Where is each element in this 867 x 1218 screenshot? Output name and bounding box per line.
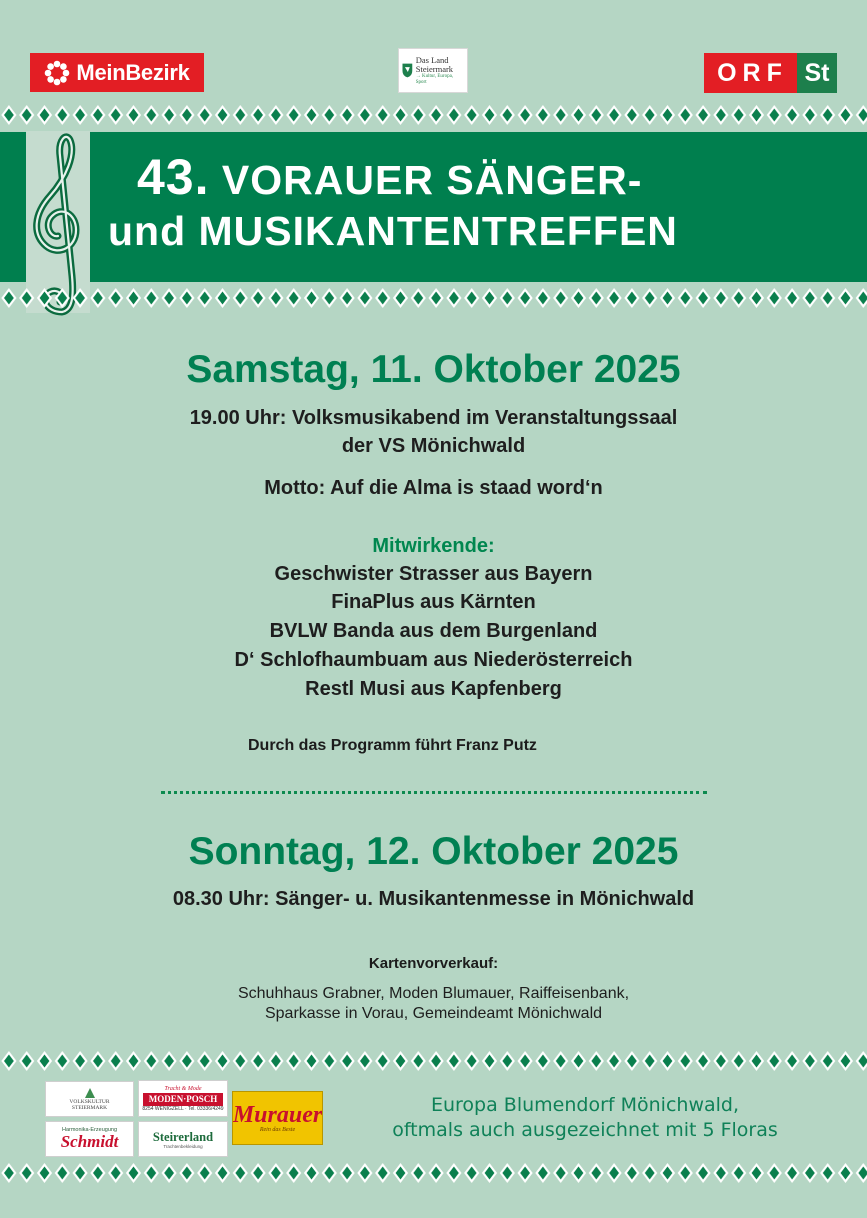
saturday-time-line-2: der VS Mönichwald xyxy=(341,435,526,457)
schmidt-logo xyxy=(45,1121,134,1157)
diamond-border-bottom xyxy=(0,1161,867,1185)
land-steiermark-logo xyxy=(398,48,468,93)
diamond-border-top xyxy=(0,103,867,127)
participant-item: FinaPlus aus Kärnten xyxy=(331,591,536,613)
diamond-border-bottom-upper xyxy=(0,1049,867,1073)
sunday-heading: Sonntag, 12. Oktober 2025 xyxy=(188,830,679,873)
diamond-border-under-banner xyxy=(0,286,867,310)
st-text: St xyxy=(797,53,837,93)
volkskultur-logo xyxy=(45,1081,134,1117)
sunday-time-line: 08.30 Uhr: Sänger- u. Musikantenmesse in Mönichwald xyxy=(172,888,695,910)
steirerland-name: Steirerland xyxy=(152,1129,214,1144)
stmk-tagline: → Kultur, Europa, Sport xyxy=(415,73,454,85)
europa-line-1: Europa Blumendorf Mönichwald, xyxy=(430,1094,740,1116)
tickets-heading: Kartenvorverkauf: xyxy=(368,955,499,972)
meinbezirk-logo xyxy=(30,53,204,92)
europa-blumendorf-text xyxy=(380,1093,790,1143)
volkskultur-line1: VOLKSKULTUR xyxy=(69,1099,110,1105)
stmk-line2: Steiermark xyxy=(415,63,454,74)
participants-heading: Mitwirkende: xyxy=(372,535,495,557)
murauer-logo xyxy=(232,1091,323,1145)
title-line-2: und MUSIKANTENTREFFEN xyxy=(108,208,678,254)
edition-number: 43. xyxy=(137,149,210,205)
moden-posch-sub: 8254 WENIGZELL · Tel. 03336/4249 xyxy=(142,1105,224,1112)
title-line-1 xyxy=(137,148,642,206)
saturday-time-line-1: 19.00 Uhr: Volksmusikabend im Veranstaltungssaal xyxy=(189,407,678,429)
title-text-1: VORAUER SÄNGER- xyxy=(221,157,643,203)
orf-st-logo xyxy=(704,53,837,93)
participant-item: Restl Musi aus Kapfenberg xyxy=(305,678,562,700)
murauer-sub: Rein das Beste xyxy=(259,1127,296,1133)
moden-posch-top: Tracht & Mode xyxy=(164,1085,202,1092)
stmk-line1: Das Land xyxy=(415,54,449,65)
volkskultur-line2: STEIERMARK xyxy=(71,1105,108,1111)
schmidt-top: Harmonika-Erzeugung xyxy=(61,1127,118,1133)
tickets-line-2: Sparkasse in Vorau, Gemeindeamt Mönichwald xyxy=(264,1005,603,1022)
saturday-heading: Samstag, 11. Oktober 2025 xyxy=(186,348,681,391)
participant-item: Geschwister Strasser aus Bayern xyxy=(274,563,593,585)
tickets-line-1: Schuhhaus Grabner, Moden Blumauer, Raiffeisenbank, xyxy=(237,985,630,1002)
orf-text: ORF xyxy=(704,53,797,93)
host-line: Durch das Programm führt Franz Putz xyxy=(248,737,537,754)
schmidt-name: Schmidt xyxy=(60,1132,119,1151)
meinbezirk-text: MeinBezirk xyxy=(76,59,190,85)
crest-icon xyxy=(402,63,413,78)
moden-posch-name: MODEN·POSCH xyxy=(143,1093,223,1106)
murauer-name: Murauer xyxy=(232,1102,323,1128)
steirerland-sub: Trachtenbekleidung xyxy=(163,1143,203,1149)
volkskultur-icon xyxy=(84,1087,96,1099)
saturday-motto: Motto: Auf die Alma is staad word‘n xyxy=(264,477,603,499)
participant-item: D‘ Schlofhaumbuam aus Niederösterreich xyxy=(234,649,633,671)
flower-icon xyxy=(44,60,70,86)
dotted-divider xyxy=(161,791,707,794)
participant-item: BVLW Banda aus dem Burgenland xyxy=(269,620,598,642)
steirerland-logo xyxy=(138,1121,228,1157)
moden-posch-logo xyxy=(138,1080,228,1117)
europa-line-2: oftmals auch ausgezeichnet mit 5 Floras xyxy=(392,1119,778,1141)
